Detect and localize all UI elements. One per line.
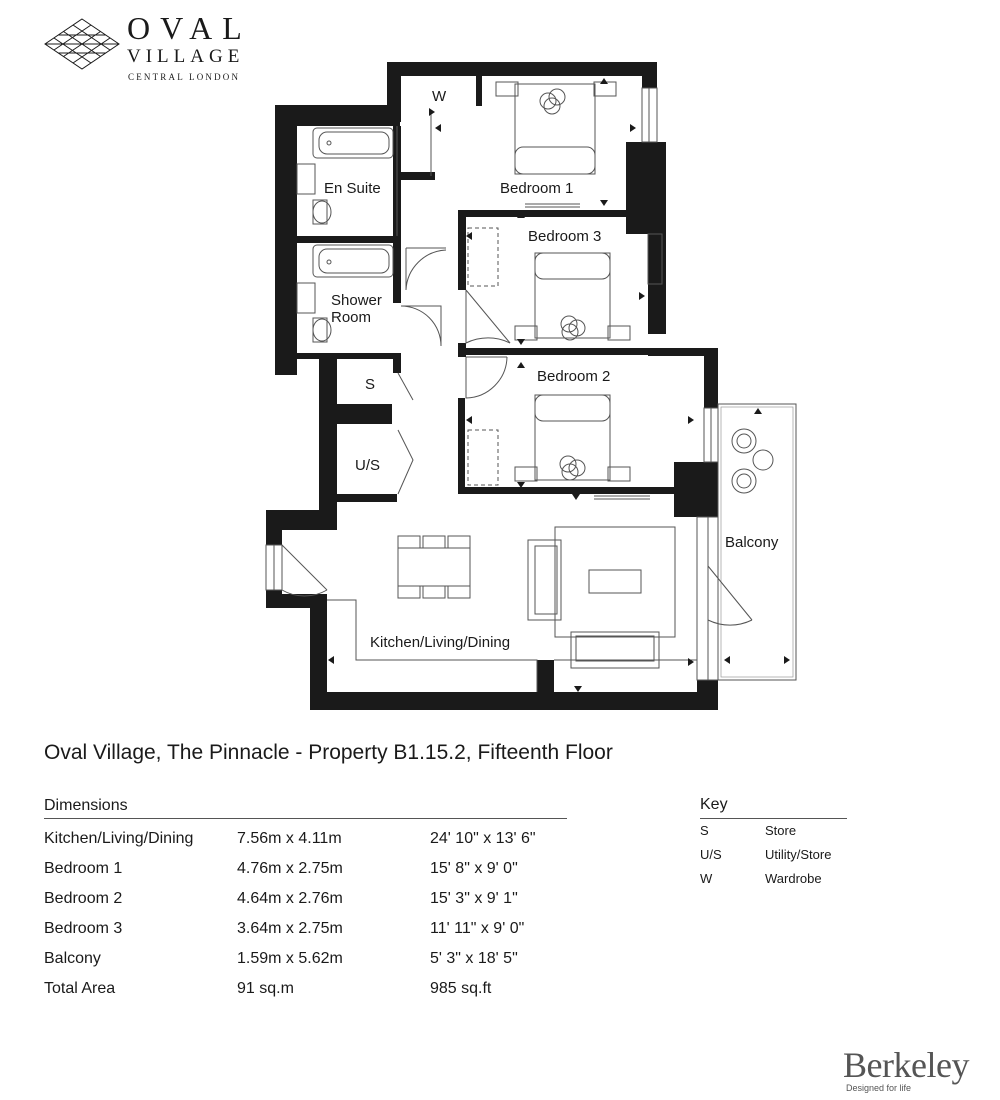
key-meaning: Store xyxy=(765,822,797,838)
label-shower-line2: Room xyxy=(331,309,372,326)
dim-room: Balcony xyxy=(44,950,101,967)
dim-imperial: 24' 10" x 13' 6" xyxy=(430,830,536,847)
dim-room: Bedroom 1 xyxy=(44,860,123,877)
dim-imperial: 985 sq.ft xyxy=(430,980,492,997)
label-wardrobe: W xyxy=(432,88,447,105)
dim-metric: 4.64m x 2.76m xyxy=(237,890,343,907)
label-store: S xyxy=(365,376,376,393)
dim-imperial: 5' 3" x 18' 5" xyxy=(430,950,518,967)
dim-room: Bedroom 2 xyxy=(44,890,123,907)
developer-logo: Berkeley xyxy=(843,1045,969,1085)
dim-metric: 91 sq.m xyxy=(237,980,294,997)
key-meaning: Wardrobe xyxy=(765,870,822,886)
dim-imperial: 11' 11" x 9' 0" xyxy=(430,920,525,937)
table-row xyxy=(700,818,831,842)
label-en-suite: En Suite xyxy=(324,180,381,197)
dimensions-table xyxy=(44,824,580,1004)
label-bedroom-2: Bedroom 2 xyxy=(537,368,611,385)
dim-room: Total Area xyxy=(44,980,116,997)
dim-imperial: 15' 8" x 9' 0" xyxy=(430,860,518,877)
label-bedroom-3: Bedroom 3 xyxy=(528,228,602,245)
brand-name-line1: OVAL xyxy=(127,10,252,46)
label-shower-line1: Shower xyxy=(331,292,382,309)
dim-metric: 4.76m x 2.75m xyxy=(237,860,343,877)
dim-metric: 3.64m x 2.75m xyxy=(237,920,343,937)
table-row xyxy=(700,866,831,890)
table-row xyxy=(44,884,580,914)
key-code: W xyxy=(700,870,713,886)
property-title: Oval Village, The Pinnacle - Property B1.15.2, Fifteenth Floor xyxy=(44,741,613,764)
table-row xyxy=(44,974,580,1004)
fixtures xyxy=(297,82,773,668)
dimensions-divider xyxy=(44,818,567,819)
dim-metric: 1.59m x 5.62m xyxy=(237,950,343,967)
table-row xyxy=(44,854,580,884)
developer-tagline: Designed for life xyxy=(846,1083,912,1093)
key-table xyxy=(700,818,831,890)
label-balcony: Balcony xyxy=(725,534,779,551)
table-row xyxy=(44,944,580,974)
walls xyxy=(266,62,718,710)
label-utility: U/S xyxy=(355,457,381,474)
dim-room: Bedroom 3 xyxy=(44,920,123,937)
table-row xyxy=(44,824,580,854)
label-bedroom-1: Bedroom 1 xyxy=(500,180,574,197)
key-code: S xyxy=(700,822,709,838)
key-heading: Key xyxy=(700,796,728,813)
dimensions-heading: Dimensions xyxy=(44,797,128,814)
key-meaning: Utility/Store xyxy=(765,846,832,862)
dim-imperial: 15' 3" x 9' 1" xyxy=(430,890,518,907)
brand-subtitle: CENTRAL LONDON xyxy=(128,72,241,82)
table-row xyxy=(700,842,831,866)
dim-room: Kitchen/Living/Dining xyxy=(44,830,194,847)
key-code: U/S xyxy=(700,846,722,862)
label-kitchen-living-dining: Kitchen/Living/Dining xyxy=(370,634,511,651)
brand-name-line2: VILLAGE xyxy=(127,46,245,67)
dim-metric: 7.56m x 4.11m xyxy=(237,830,342,847)
table-row xyxy=(44,914,580,944)
